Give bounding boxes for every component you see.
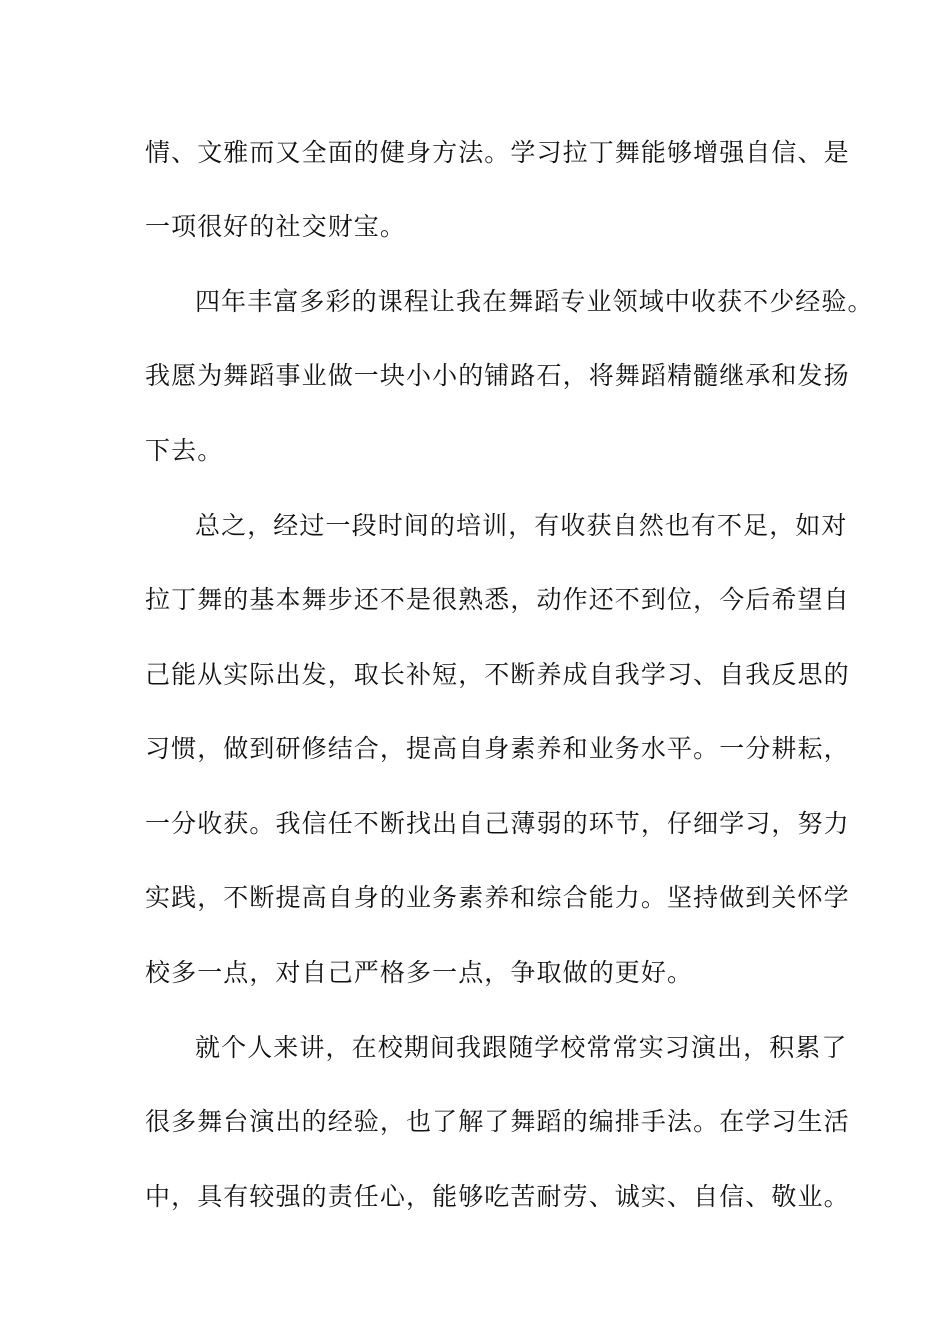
text-line: 习惯，做到研修结合，提高自身素养和业务水平。一分耕耘，	[145, 734, 850, 763]
text-line: 很多舞台演出的经验，也了解了舞蹈的编排手法。在学习生活	[145, 1107, 850, 1136]
paragraph-first-line: 总之，经过一段时间的培训，有收获自然也有不足，如对	[195, 511, 848, 540]
text-line: 实践，不断提高自身的业务素养和综合能力。坚持做到关怀学	[145, 883, 850, 912]
text-line: 情、文雅而又全面的健身方法。学习拉丁舞能够增强自信、是	[145, 138, 850, 167]
paragraph-first-line: 就个人来讲，在校期间我跟随学校常常实习演出，积累了	[195, 1033, 848, 1062]
paragraph-first-line: 四年丰富多彩的课程让我在舞蹈专业领域中收获不少经验。	[195, 287, 874, 316]
text-line: 一分收获。我信任不断找出自己薄弱的环节，仔细学习，努力	[145, 809, 850, 838]
text-line: 我愿为舞蹈事业做一块小小的铺路石，将舞蹈精髓继承和发扬	[145, 361, 850, 390]
text-line: 一项很好的社交财宝。	[145, 212, 407, 241]
text-line: 下去。	[145, 436, 224, 465]
text-line: 校多一点，对自己严格多一点，争取做的更好。	[145, 958, 694, 987]
text-line: 中，具有较强的责任心，能够吃苦耐劳、诚实、自信、敬业。	[145, 1182, 850, 1211]
text-line: 拉丁舞的基本舞步还不是很熟悉，动作还不到位，今后希望自	[145, 585, 850, 614]
text-line: 己能从实际出发，取长补短，不断养成自我学习、自我反思的	[145, 660, 850, 689]
